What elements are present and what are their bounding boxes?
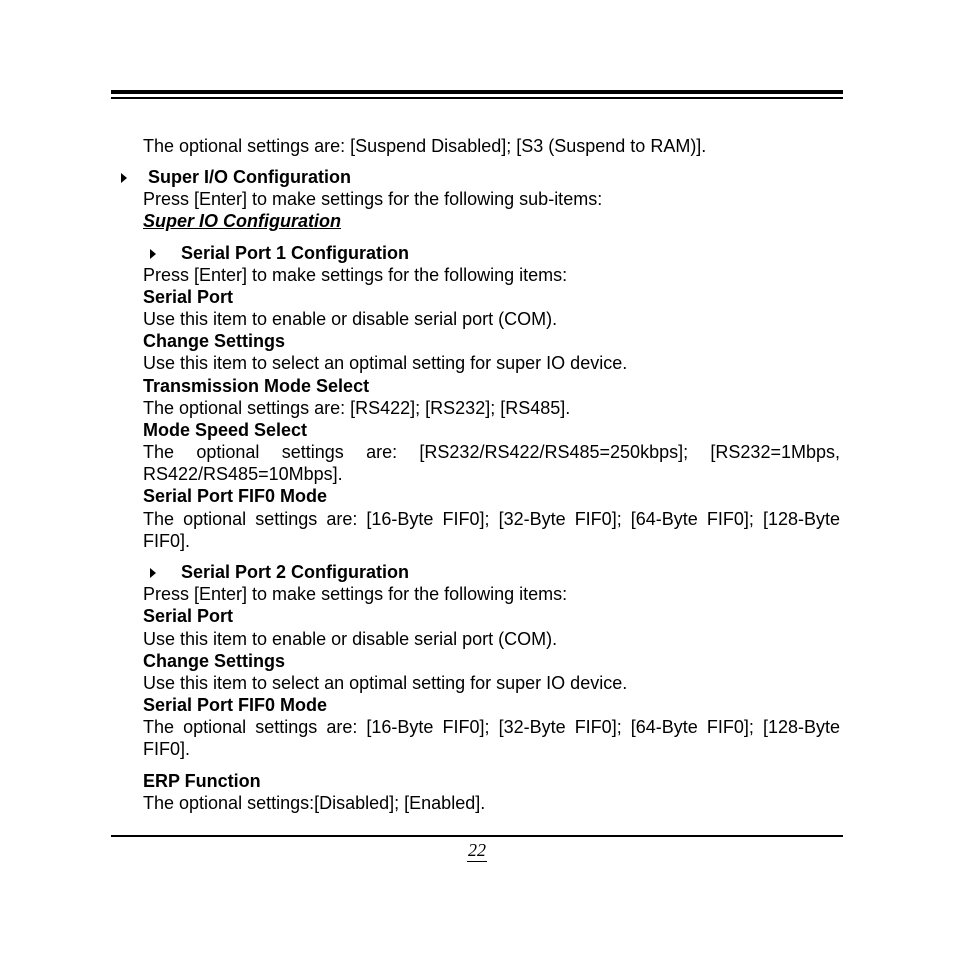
port1-mode-speed-text-line1: The optional settings are: [RS232/RS422/RS485=250kbps]; [RS232=1Mbps, [143, 442, 840, 462]
super-io-heading: Super I/O Configuration [148, 167, 351, 187]
port2-fifo-text-line2: FIF0]. [143, 739, 191, 759]
port1-fifo-text-line2: FIF0]. [143, 531, 191, 551]
top-note: The optional settings are: [Suspend Disabled]; [S3 (Suspend to RAM)]. [143, 136, 707, 156]
bullet-arrow-icon [150, 568, 156, 578]
port1-fifo-text-line1: The optional settings are: [16-Byte FIF0]; [32-Byte FIF0]; [64-Byte FIF0]; [128-Byte [143, 509, 840, 529]
bullet-arrow-icon [150, 249, 156, 259]
page-number: 22 [468, 840, 486, 860]
port1-serial-port-label: Serial Port [143, 287, 234, 307]
port1-transmission-label: Transmission Mode Select [143, 376, 370, 396]
port1-fifo-label: Serial Port FIF0 Mode [143, 486, 328, 506]
port2-change-settings-label: Change Settings [143, 651, 286, 671]
super-io-desc: Press [Enter] to make settings for the following sub-items: [143, 189, 603, 209]
header-rule-thin [111, 97, 843, 99]
port2-heading: Serial Port 2 Configuration [181, 562, 410, 582]
bullet-arrow-icon [121, 173, 127, 183]
port2-serial-port-text: Use this item to enable or disable serial port (COM). [143, 629, 558, 649]
erp-text: The optional settings:[Disabled]; [Enabled]. [143, 793, 486, 813]
port2-change-settings-text: Use this item to select an optimal setting for super IO device. [143, 673, 628, 693]
port2-serial-port-label: Serial Port [143, 606, 234, 626]
erp-label: ERP Function [143, 771, 261, 791]
page-number-container [0, 839, 954, 862]
port2-desc: Press [Enter] to make settings for the following items: [143, 584, 568, 604]
port2-fifo-label: Serial Port FIF0 Mode [143, 695, 328, 715]
footer-rule [111, 835, 843, 837]
port1-change-settings-label: Change Settings [143, 331, 286, 351]
port1-change-settings-text: Use this item to select an optimal setting for super IO device. [143, 353, 628, 373]
port1-heading: Serial Port 1 Configuration [181, 243, 410, 263]
super-io-subheading: Super IO Configuration [143, 211, 341, 231]
port1-desc: Press [Enter] to make settings for the following items: [143, 265, 568, 285]
header-rule-thick [111, 90, 843, 94]
port1-transmission-text: The optional settings are: [RS422]; [RS232]; [RS485]. [143, 398, 571, 418]
port1-serial-port-text: Use this item to enable or disable serial port (COM). [143, 309, 558, 329]
port1-mode-speed-label: Mode Speed Select [143, 420, 308, 440]
port2-fifo-text-line1: The optional settings are: [16-Byte FIF0]; [32-Byte FIF0]; [64-Byte FIF0]; [128-Byte [143, 717, 840, 737]
port1-mode-speed-text-line2: RS422/RS485=10Mbps]. [143, 464, 343, 484]
